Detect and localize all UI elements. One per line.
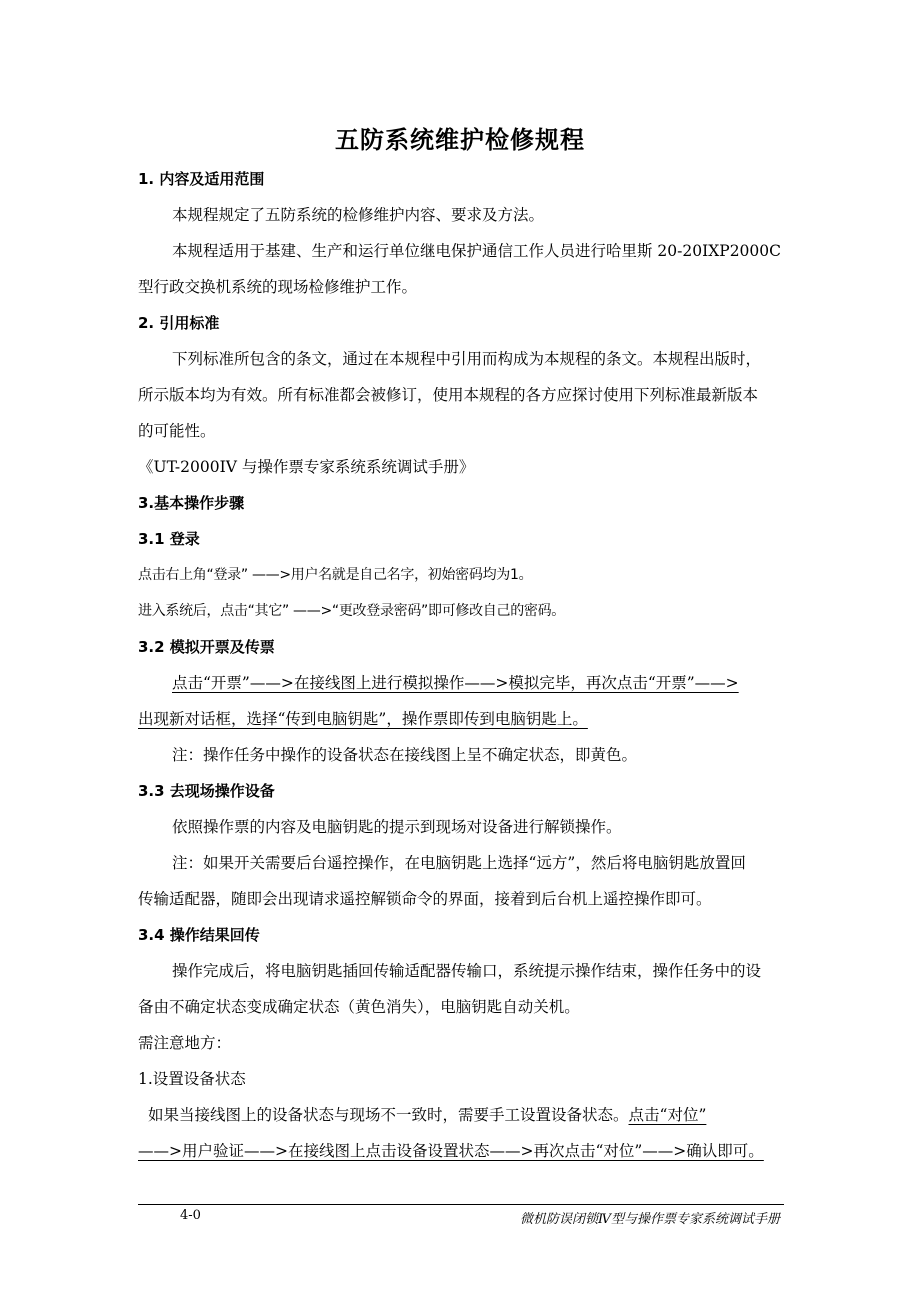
- section-1-paragraph-1: 本规程规定了五防系统的检修维护内容、要求及方法。: [172, 206, 545, 224]
- footer-document-title: 微机防误闭锁Ⅳ型与操作票专家系统调试手册: [520, 1212, 780, 1227]
- section-1-paragraph-2-line-2: 型行政交换机系统的现场检修维护工作。: [138, 278, 418, 296]
- section-2-heading: 2. 引用标准: [138, 314, 220, 332]
- section-3-heading: 3.基本操作步骤: [138, 494, 245, 512]
- result-line-1: 操作完成后，将电脑钥匙插回传输适配器传输口，系统提示操作结束，操作任务中的设: [172, 962, 762, 980]
- page-title: 五防系统维护检修规程: [335, 125, 585, 154]
- login-step-1: 点击右上角“登录” ——>用户名就是自己名字，初始密码均为1。: [138, 567, 533, 583]
- section-2-paragraph-line-1: 下列标准所包含的条文，通过在本规程中引用而构成为本规程的条文。本规程出版时，: [172, 350, 762, 368]
- ticket-note: 注：操作任务中操作的设备状态在接线图上呈不确定状态，即黄色。: [172, 746, 638, 764]
- item-1-line-2: ——>用户验证——>在接线图上点击设备设置状态——>再次点击“对位”——>确认即可。: [138, 1142, 764, 1160]
- ticket-step-line-2: 出现新对话框，选择“传到电脑钥匙”，操作票即传到电脑钥匙上。: [138, 710, 588, 728]
- login-step-2: 进入系统后，点击“其它” ——>“更改登录密码”即可修改自己的密码。: [138, 603, 565, 619]
- section-1-heading: 1. 内容及适用范围: [138, 170, 265, 188]
- section-3-4-heading: 3.4 操作结果回传: [138, 926, 260, 944]
- field-note-line-1: 注：如果开关需要后台遥控操作，在电脑钥匙上选择“远方”，然后将电脑钥匙放置回: [172, 854, 746, 872]
- section-1-paragraph-2-line-1: 本规程适用于基建、生产和运行单位继电保护通信工作人员进行哈里斯 20-20IXP2000C: [172, 242, 782, 260]
- field-note-line-2: 传输适配器，随即会出现请求遥控解锁命令的界面，接着到后台机上遥控操作即可。: [138, 890, 712, 908]
- field-operation-line: 依照操作票的内容及电脑钥匙的提示到现场对设备进行解锁操作。: [172, 818, 622, 836]
- section-2-paragraph-line-3: 的可能性。: [138, 422, 216, 440]
- section-3-1-heading: 3.1 登录: [138, 530, 200, 548]
- result-line-2: 备由不确定状态变成确定状态（黄色消失），电脑钥匙自动关机。: [138, 998, 580, 1016]
- section-2-paragraph-line-2: 所示版本均为有效。所有标准都会被修订，使用本规程的各方应探讨使用下列标准最新版本: [138, 386, 759, 404]
- footer-divider: [138, 1204, 784, 1205]
- item-1-line-1-underlined: 点击“对位”: [628, 1106, 707, 1124]
- reference-document: 《UT-2000IV 与操作票专家系统系统调试手册》: [138, 458, 475, 476]
- footer-page-number: 4-0: [180, 1208, 201, 1223]
- item-1-line-1: [148, 1104, 788, 1126]
- section-3-3-heading: 3.3 去现场操作设备: [138, 782, 275, 800]
- attention-label: 需注意地方：: [138, 1034, 232, 1052]
- ticket-step-line-1: 点击“开票”——>在接线图上进行模拟操作——>模拟完毕，再次点击“开票”——>: [172, 674, 739, 692]
- item-1-line-1-text: 如果当接线图上的设备状态与现场不一致时，需要手工设置设备状态。: [148, 1106, 629, 1124]
- section-3-2-heading: 3.2 模拟开票及传票: [138, 638, 275, 656]
- item-1-heading: 1.设置设备状态: [138, 1070, 246, 1088]
